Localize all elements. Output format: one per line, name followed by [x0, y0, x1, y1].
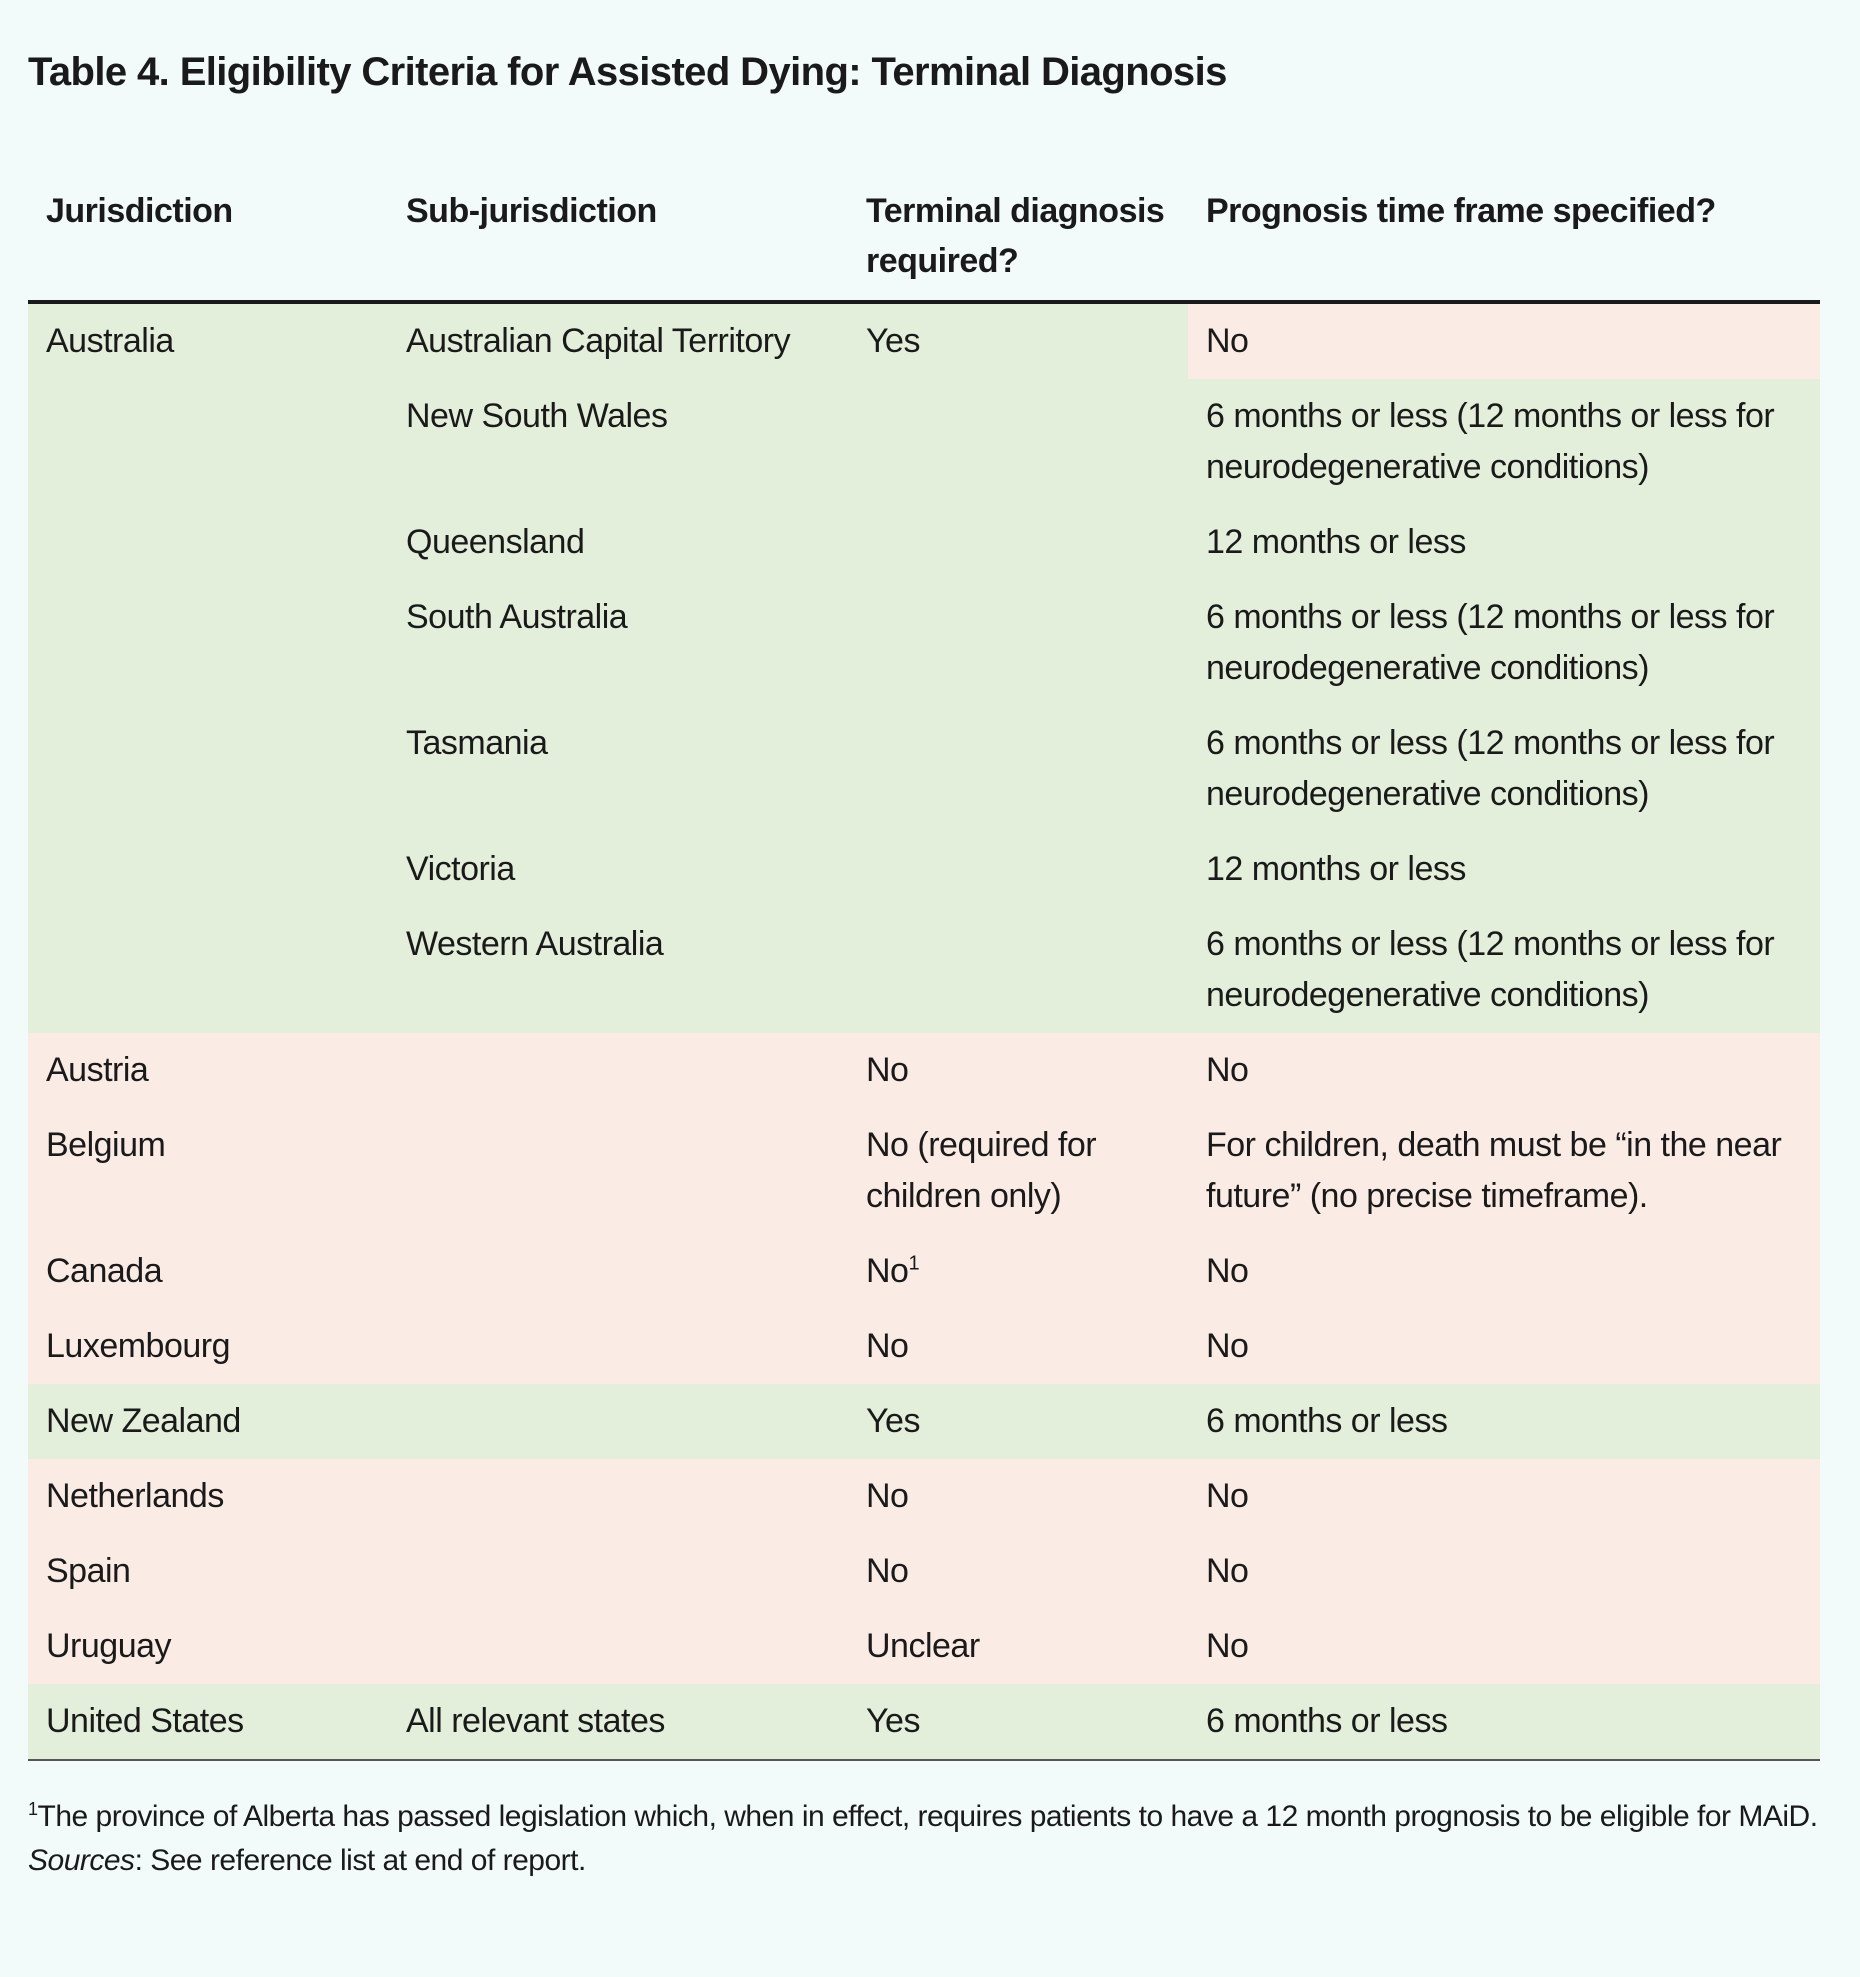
header-terminal-diagnosis: Terminal diagnosis required?	[848, 170, 1188, 302]
table-title: Table 4. Eligibility Criteria for Assisted Dying: Terminal Diagnosis	[28, 50, 1227, 94]
cell-terminal: No	[866, 1477, 909, 1515]
cell-prognosis: For children, death must be “in the near future” (no precise timeframe).	[1206, 1126, 1782, 1215]
table-row	[28, 1108, 1820, 1234]
table-row	[28, 1033, 1820, 1108]
cell-jurisdiction: Uruguay	[46, 1627, 172, 1665]
cell-terminal-value: No	[866, 1252, 909, 1290]
cell-terminal: No (required for children only)	[866, 1126, 1097, 1215]
cell-sub-jurisdiction: Western Australia	[388, 907, 848, 1033]
cell-prognosis: 12 months or less	[1188, 832, 1820, 907]
sources-line	[28, 1839, 1818, 1883]
eligibility-table	[28, 170, 1820, 1761]
header-jurisdiction: Jurisdiction	[28, 170, 388, 302]
cell-prognosis: No	[1206, 1252, 1249, 1290]
cell-jurisdiction: Australia	[28, 302, 388, 1033]
cell-terminal: No	[866, 1051, 909, 1089]
cell-sub-jurisdiction	[388, 1234, 848, 1309]
cell-prognosis: 12 months or less	[1188, 505, 1820, 580]
cell-jurisdiction: United States	[28, 1684, 388, 1760]
sources-label: Sources	[28, 1844, 135, 1877]
cell-jurisdiction: Spain	[46, 1552, 131, 1590]
header-prognosis: Prognosis time frame specified?	[1188, 170, 1820, 302]
table-row	[28, 302, 1820, 379]
cell-sub-jurisdiction	[388, 1309, 848, 1384]
cell-terminal: Yes	[866, 1402, 920, 1440]
cell-sub-jurisdiction	[388, 1108, 848, 1234]
cell-prognosis: No	[1206, 1051, 1249, 1089]
table-row	[28, 1459, 1820, 1534]
cell-prognosis: No	[1206, 1327, 1249, 1365]
cell-jurisdiction: Canada	[46, 1252, 163, 1290]
cell-terminal: Yes	[848, 1684, 1188, 1760]
cell-terminal	[848, 1234, 1188, 1309]
table-row	[28, 1609, 1820, 1684]
cell-prognosis: 6 months or less	[1206, 1402, 1448, 1440]
cell-sub-jurisdiction	[388, 1609, 848, 1684]
table-row	[28, 1534, 1820, 1609]
sources-text: : See reference list at end of report.	[134, 1844, 586, 1877]
cell-sub-jurisdiction: All relevant states	[388, 1684, 848, 1760]
footnote-marker: 1	[28, 1799, 38, 1819]
header-sub-jurisdiction: Sub-jurisdiction	[388, 170, 848, 302]
cell-sub-jurisdiction	[388, 1534, 848, 1609]
cell-sub-jurisdiction: Australian Capital Territory	[388, 302, 848, 379]
cell-sub-jurisdiction	[388, 1033, 848, 1108]
cell-jurisdiction: New Zealand	[46, 1402, 241, 1440]
cell-prognosis: No	[1206, 1552, 1249, 1590]
footnote-text: The province of Alberta has passed legislation which, when in effect, requires patients to have a 12 month prognosis to be eligible for MAiD.	[37, 1800, 1818, 1833]
cell-terminal: Unclear	[866, 1627, 980, 1665]
cell-terminal: No	[866, 1552, 909, 1590]
cell-terminal: No	[866, 1327, 909, 1365]
cell-sub-jurisdiction: Tasmania	[388, 706, 848, 832]
cell-jurisdiction: Luxembourg	[46, 1327, 231, 1365]
header-row	[28, 170, 1820, 302]
cell-jurisdiction: Austria	[46, 1051, 149, 1089]
footnote-marker: 1	[908, 1252, 920, 1275]
cell-prognosis: 6 months or less (12 months or less for neurodegenerative conditions)	[1188, 379, 1820, 505]
table-footnote	[28, 1795, 1818, 1883]
cell-sub-jurisdiction	[388, 1459, 848, 1534]
cell-prognosis: No	[1206, 1627, 1249, 1665]
cell-prognosis: 6 months or less (12 months or less for neurodegenerative conditions)	[1188, 907, 1820, 1033]
cell-sub-jurisdiction: Victoria	[388, 832, 848, 907]
cell-sub-jurisdiction: Queensland	[388, 505, 848, 580]
cell-jurisdiction: Belgium	[46, 1126, 166, 1164]
cell-prognosis: 6 months or less (12 months or less for neurodegenerative conditions)	[1188, 580, 1820, 706]
table-row	[28, 1234, 1820, 1309]
cell-sub-jurisdiction: New South Wales	[388, 379, 848, 505]
cell-prognosis: 6 months or less	[1188, 1684, 1820, 1760]
cell-prognosis: No	[1188, 302, 1820, 379]
table-row	[28, 1684, 1820, 1760]
cell-jurisdiction: Netherlands	[46, 1477, 224, 1515]
cell-sub-jurisdiction	[388, 1384, 848, 1459]
table-row	[28, 1384, 1820, 1459]
cell-sub-jurisdiction: South Australia	[388, 580, 848, 706]
footnote-line	[28, 1795, 1818, 1839]
cell-prognosis: 6 months or less (12 months or less for neurodegenerative conditions)	[1188, 706, 1820, 832]
table-row	[28, 1309, 1820, 1384]
cell-prognosis: No	[1206, 1477, 1249, 1515]
cell-terminal: Yes	[848, 302, 1188, 1033]
